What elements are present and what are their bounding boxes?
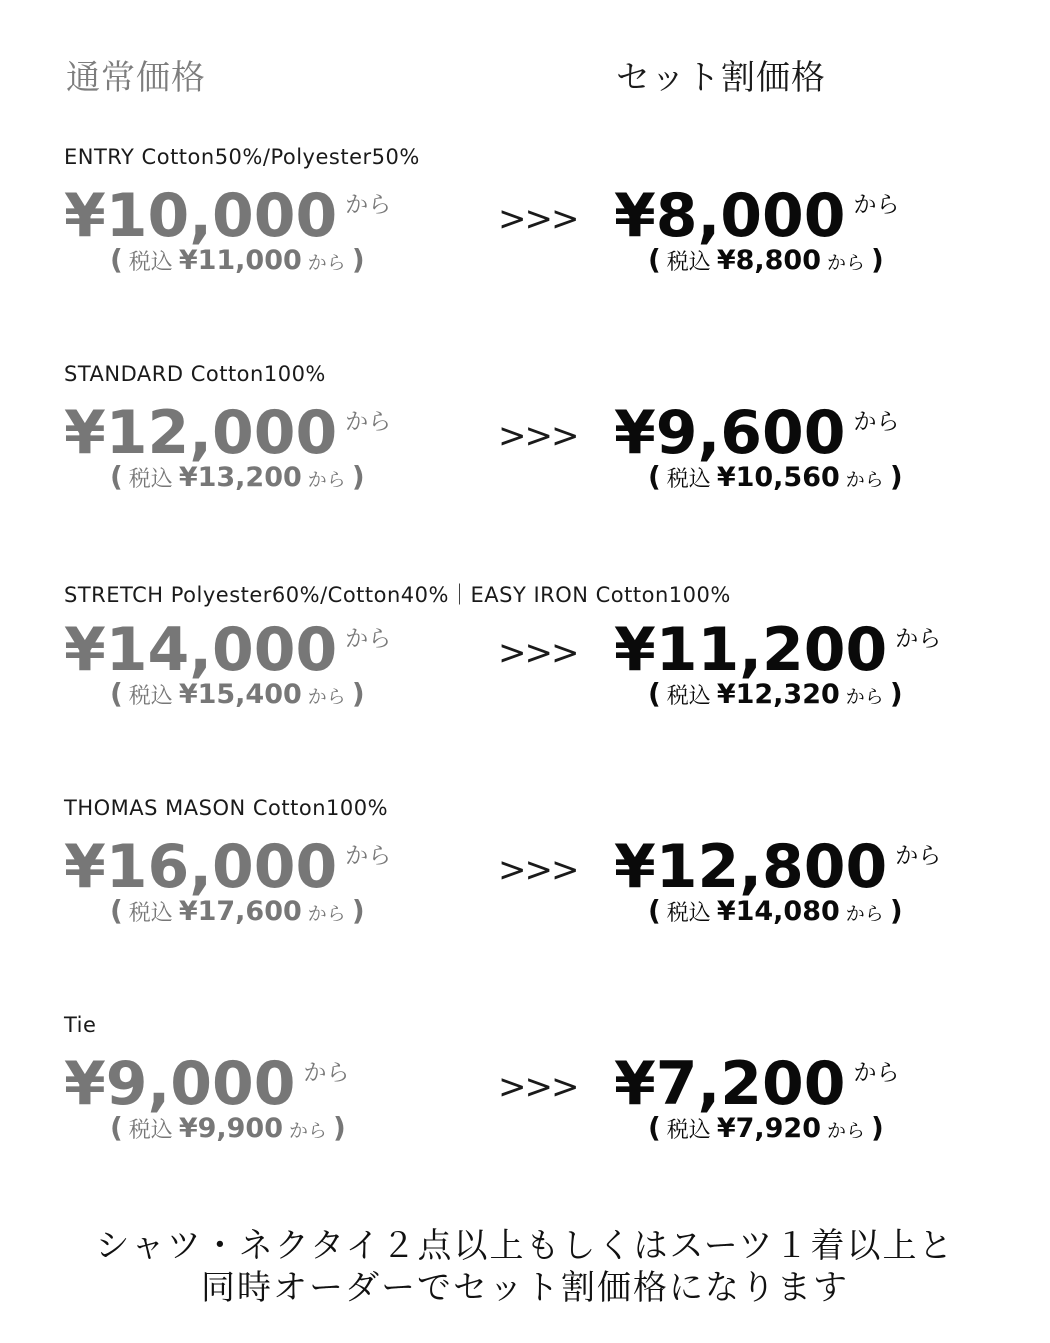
footer-note-line-1: シャツ・ネクタイ２点以上もしくはスーツ１着以上と bbox=[95, 1226, 955, 1266]
tax-label: 税込 bbox=[666, 1118, 711, 1143]
arrow-indicator: >>> bbox=[498, 633, 578, 673]
regular-price-block bbox=[64, 390, 391, 497]
kara-suffix: から bbox=[845, 903, 884, 925]
price-row-thomas-mason bbox=[0, 796, 1050, 986]
regular-price: ¥14,000 bbox=[64, 615, 338, 685]
set-tax-price: ¥10,560 bbox=[716, 462, 840, 493]
set-tax-price: ¥8,800 bbox=[716, 245, 822, 276]
kara-suffix: から bbox=[827, 1120, 866, 1142]
paren-open: ( bbox=[110, 243, 123, 276]
paren-open: ( bbox=[110, 677, 123, 710]
regular-tax-line bbox=[110, 1111, 350, 1148]
tax-label: 税込 bbox=[128, 684, 173, 709]
tax-label: 税込 bbox=[128, 1118, 173, 1143]
paren-close: ) bbox=[889, 677, 903, 710]
kara-suffix: から bbox=[307, 686, 346, 708]
kara-suffix: から bbox=[345, 843, 392, 869]
paren-open: ( bbox=[110, 1111, 123, 1144]
kara-suffix: から bbox=[895, 843, 942, 869]
set-price-block bbox=[614, 607, 941, 714]
price-row-tie bbox=[0, 1013, 1050, 1203]
paren-close: ) bbox=[871, 1111, 884, 1144]
product-label: STRETCH Polyester60%/Cotton40%｜EASY IRON Cotton100% bbox=[64, 583, 731, 607]
set-price-block bbox=[614, 390, 903, 497]
paren-open: ( bbox=[648, 677, 661, 710]
paren-open: ( bbox=[648, 460, 661, 493]
kara-suffix: から bbox=[307, 252, 346, 274]
set-price: ¥7,200 bbox=[614, 1049, 846, 1119]
regular-tax-line bbox=[110, 677, 391, 714]
regular-price-block bbox=[64, 824, 391, 931]
set-tax-line bbox=[648, 677, 941, 714]
regular-price-block bbox=[64, 1041, 350, 1148]
set-tax-price: ¥12,320 bbox=[716, 679, 840, 710]
kara-suffix: から bbox=[853, 409, 900, 435]
paren-open: ( bbox=[648, 1111, 661, 1144]
regular-tax-line bbox=[110, 243, 391, 280]
set-price: ¥9,600 bbox=[614, 398, 846, 468]
paren-close: ) bbox=[351, 677, 365, 710]
kara-suffix: から bbox=[845, 686, 884, 708]
regular-tax-line bbox=[110, 460, 391, 497]
regular-tax-price: ¥13,200 bbox=[178, 462, 302, 493]
tax-label: 税込 bbox=[666, 901, 711, 926]
kara-suffix: から bbox=[289, 1120, 328, 1142]
product-label: ENTRY Cotton50%/Polyester50% bbox=[64, 145, 420, 169]
product-label: Tie bbox=[64, 1013, 97, 1037]
regular-tax-price: ¥17,600 bbox=[178, 896, 302, 927]
kara-suffix: から bbox=[345, 192, 392, 218]
paren-open: ( bbox=[648, 243, 661, 276]
set-price: ¥8,000 bbox=[614, 181, 846, 251]
kara-suffix: から bbox=[345, 626, 392, 652]
tax-label: 税込 bbox=[128, 901, 173, 926]
paren-close: ) bbox=[889, 894, 903, 927]
set-price-block bbox=[614, 824, 941, 931]
regular-tax-price: ¥11,000 bbox=[178, 245, 302, 276]
price-row-standard bbox=[0, 362, 1050, 552]
set-price-block bbox=[614, 1041, 900, 1148]
tax-label: 税込 bbox=[128, 250, 173, 275]
arrow-indicator: >>> bbox=[498, 199, 578, 239]
paren-open: ( bbox=[648, 894, 661, 927]
set-tax-price: ¥14,080 bbox=[716, 896, 840, 927]
regular-price-block bbox=[64, 607, 391, 714]
price-row-entry bbox=[0, 145, 1050, 335]
arrow-indicator: >>> bbox=[498, 1067, 578, 1107]
kara-suffix: から bbox=[307, 903, 346, 925]
kara-suffix: から bbox=[853, 192, 900, 218]
paren-close: ) bbox=[889, 460, 903, 493]
price-row-stretch bbox=[0, 579, 1050, 769]
set-price: ¥11,200 bbox=[614, 615, 888, 685]
paren-close: ) bbox=[333, 1111, 346, 1144]
set-tax-line bbox=[648, 460, 903, 497]
tax-label: 税込 bbox=[666, 684, 711, 709]
kara-suffix: から bbox=[827, 252, 866, 274]
regular-price-heading: 通常価格 bbox=[66, 58, 206, 98]
tax-label: 税込 bbox=[128, 467, 173, 492]
regular-price: ¥9,000 bbox=[64, 1049, 296, 1119]
regular-price-block bbox=[64, 173, 391, 280]
product-label: STANDARD Cotton100% bbox=[64, 362, 326, 386]
set-price-block bbox=[614, 173, 900, 280]
tax-label: 税込 bbox=[666, 467, 711, 492]
paren-close: ) bbox=[351, 460, 365, 493]
tax-label: 税込 bbox=[666, 250, 711, 275]
product-label: THOMAS MASON Cotton100% bbox=[64, 796, 389, 820]
kara-suffix: から bbox=[845, 469, 884, 491]
arrow-indicator: >>> bbox=[498, 416, 578, 456]
regular-price: ¥10,000 bbox=[64, 181, 338, 251]
set-price-heading: セット割価格 bbox=[616, 58, 826, 98]
paren-close: ) bbox=[871, 243, 884, 276]
paren-close: ) bbox=[351, 243, 365, 276]
paren-open: ( bbox=[110, 894, 123, 927]
set-tax-line bbox=[648, 894, 941, 931]
regular-price: ¥12,000 bbox=[64, 398, 338, 468]
regular-tax-line bbox=[110, 894, 391, 931]
regular-tax-price: ¥15,400 bbox=[178, 679, 302, 710]
regular-tax-price: ¥9,900 bbox=[178, 1113, 284, 1144]
set-price: ¥12,800 bbox=[614, 832, 888, 902]
paren-open: ( bbox=[110, 460, 123, 493]
kara-suffix: から bbox=[345, 409, 392, 435]
footer-note-line-2: 同時オーダーでセット割価格になります bbox=[201, 1268, 849, 1308]
set-tax-line bbox=[648, 243, 900, 280]
paren-close: ) bbox=[351, 894, 365, 927]
regular-price: ¥16,000 bbox=[64, 832, 338, 902]
kara-suffix: から bbox=[303, 1060, 350, 1086]
kara-suffix: から bbox=[307, 469, 346, 491]
set-tax-line bbox=[648, 1111, 900, 1148]
kara-suffix: から bbox=[895, 626, 942, 652]
kara-suffix: から bbox=[853, 1060, 900, 1086]
arrow-indicator: >>> bbox=[498, 850, 578, 890]
set-tax-price: ¥7,920 bbox=[716, 1113, 822, 1144]
